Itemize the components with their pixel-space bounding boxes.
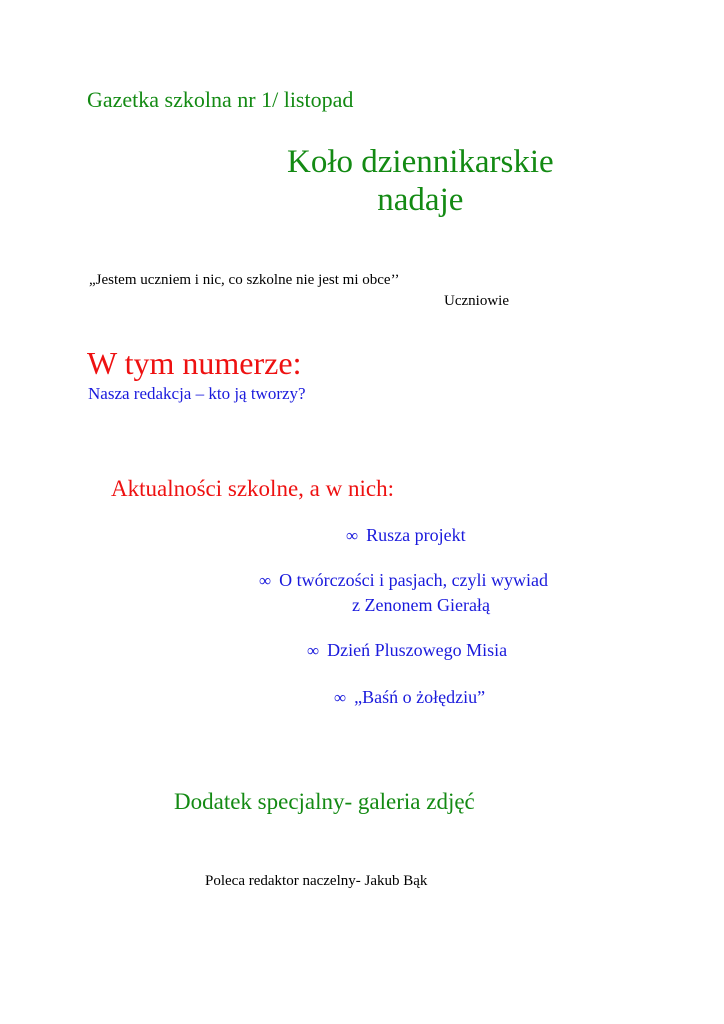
motto-quote: „Jestem uczniem i nic, co szkolne nie jest mi obce’’ (89, 272, 400, 288)
page-title (287, 144, 554, 220)
motto-author: Uczniowie (444, 293, 509, 309)
list-item-text: „Baśń o żołędziu” (354, 687, 486, 707)
list-item-text: Dzień Pluszowego Misia (327, 640, 508, 660)
list-item (346, 526, 466, 544)
newsletter-header: Gazetka szkolna nr 1/ listopad (87, 87, 354, 112)
contents-intro: Nasza redakcja – kto ją tworzy? (88, 384, 306, 403)
list-item (307, 641, 507, 659)
list-item (259, 571, 548, 589)
list-item-text: Rusza projekt (366, 525, 466, 545)
special-supplement: Dodatek specjalny- galeria zdjęć (174, 789, 475, 814)
infinity-bullet-icon: ∞ (259, 571, 272, 590)
page-title-line-2: nadaje (377, 181, 464, 218)
editor-recommendation: Poleca redaktor naczelny- Jakub Bąk (205, 873, 428, 889)
infinity-bullet-icon: ∞ (334, 688, 347, 707)
list-item (334, 688, 485, 706)
list-item-continuation: z Zenonem Gierałą (352, 595, 490, 615)
page-title-line-1: Koło dziennikarskie (287, 144, 554, 180)
list-item-text: O twórczości i pasjach, czyli wywiad (279, 570, 549, 590)
news-heading: Aktualności szkolne, a w nich: (111, 476, 394, 501)
infinity-bullet-icon: ∞ (346, 526, 359, 545)
contents-heading: W tym numerze: (87, 345, 302, 381)
infinity-bullet-icon: ∞ (307, 641, 320, 660)
